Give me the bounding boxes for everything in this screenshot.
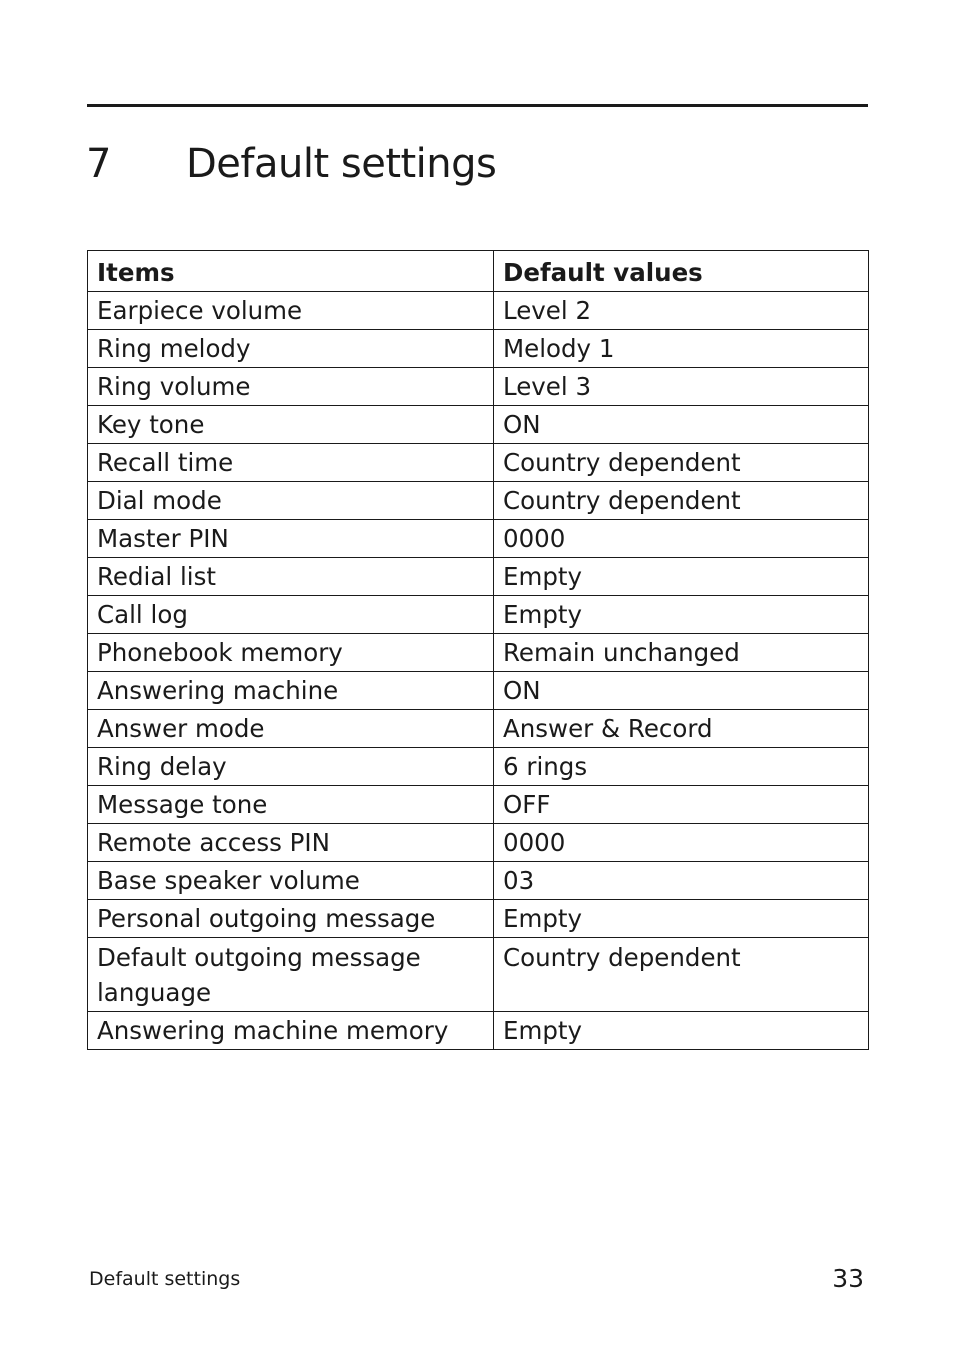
table-row: [88, 1012, 869, 1050]
item-cell: Answering machine: [88, 672, 494, 710]
table-row: [88, 900, 869, 938]
item-cell: Ring melody: [88, 330, 494, 368]
table-row: [88, 520, 869, 558]
table-row: [88, 862, 869, 900]
footer-section-title: Default settings: [89, 1268, 241, 1290]
item-cell: Base speaker volume: [88, 862, 494, 900]
item-cell: Answer mode: [88, 710, 494, 748]
table-row: [88, 406, 869, 444]
table-row: [88, 444, 869, 482]
value-cell: 0000: [494, 824, 869, 862]
table-row: [88, 292, 869, 330]
value-cell: Remain unchanged: [494, 634, 869, 672]
chapter-number: 7: [86, 141, 111, 187]
value-cell: ON: [494, 406, 869, 444]
table-row: [88, 634, 869, 672]
table-row: [88, 330, 869, 368]
item-cell: Dial mode: [88, 482, 494, 520]
value-cell: 6 rings: [494, 748, 869, 786]
item-cell: Call log: [88, 596, 494, 634]
value-cell: 03: [494, 862, 869, 900]
value-cell: Country dependent: [494, 938, 869, 1012]
table-row: [88, 368, 869, 406]
value-cell: ON: [494, 672, 869, 710]
table-header-row: [88, 251, 869, 292]
value-cell: Country dependent: [494, 482, 869, 520]
item-cell: Default outgoing message language: [88, 938, 494, 1012]
item-cell: Phonebook memory: [88, 634, 494, 672]
column-header-items: Items: [88, 251, 494, 292]
item-cell: Remote access PIN: [88, 824, 494, 862]
value-cell: Level 2: [494, 292, 869, 330]
item-cell: Ring delay: [88, 748, 494, 786]
column-header-default-values: Default values: [494, 251, 869, 292]
table-row: [88, 672, 869, 710]
value-cell: 0000: [494, 520, 869, 558]
value-cell: Empty: [494, 1012, 869, 1050]
item-cell: Personal outgoing message: [88, 900, 494, 938]
value-cell: Answer & Record: [494, 710, 869, 748]
value-cell: OFF: [494, 786, 869, 824]
value-cell: Melody 1: [494, 330, 869, 368]
value-cell: Empty: [494, 596, 869, 634]
table-row: [88, 596, 869, 634]
table-row: [88, 938, 869, 1012]
value-cell: Empty: [494, 900, 869, 938]
item-cell: Earpiece volume: [88, 292, 494, 330]
value-cell: Country dependent: [494, 444, 869, 482]
table-row: [88, 710, 869, 748]
item-cell: Message tone: [88, 786, 494, 824]
item-cell: Key tone: [88, 406, 494, 444]
item-cell: Answering machine memory: [88, 1012, 494, 1050]
item-cell: Ring volume: [88, 368, 494, 406]
table-row: [88, 482, 869, 520]
top-rule: [87, 104, 868, 107]
item-cell: Redial list: [88, 558, 494, 596]
item-cell: Recall time: [88, 444, 494, 482]
default-settings-table: [87, 250, 869, 1050]
page-number: 33: [832, 1264, 864, 1293]
table-row: [88, 786, 869, 824]
table-row: [88, 824, 869, 862]
table-row: [88, 748, 869, 786]
table-row: [88, 558, 869, 596]
chapter-title: Default settings: [186, 141, 497, 187]
value-cell: Empty: [494, 558, 869, 596]
value-cell: Level 3: [494, 368, 869, 406]
item-cell: Master PIN: [88, 520, 494, 558]
